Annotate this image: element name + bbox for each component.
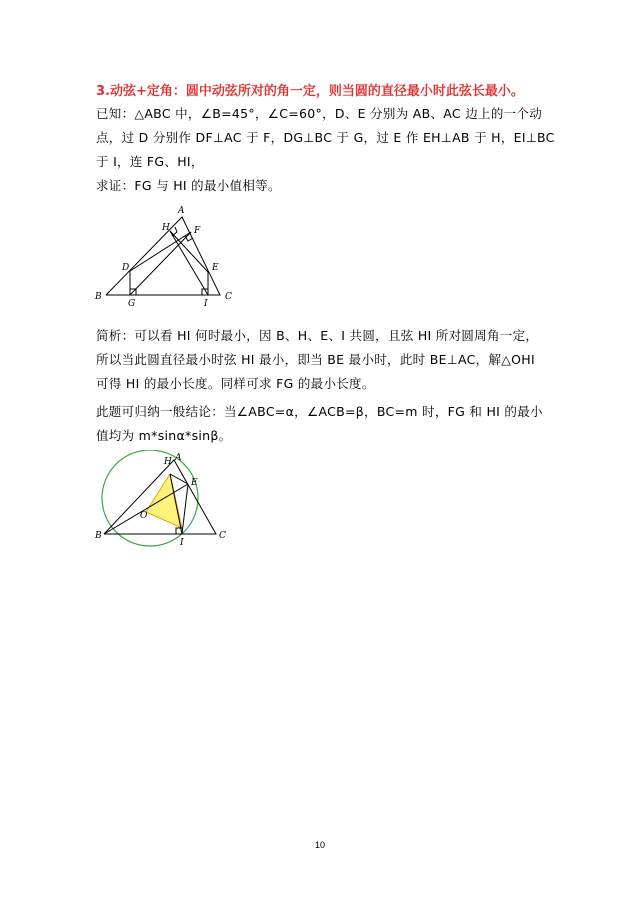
label-i-2: I — [180, 538, 184, 548]
label-b: B — [95, 292, 102, 302]
given-line-3: 于 I，连 FG、HI， — [96, 154, 204, 169]
triangle-figure-1 — [90, 200, 250, 310]
label-h-2: H — [164, 457, 172, 467]
label-b-2: B — [95, 531, 102, 541]
analysis-line-1: 简析：可以看 HI 何时最小，因 B、H、E、I 共圆，且弦 HI 所对圆周角一定， — [96, 328, 539, 343]
section-title: 3.动弦+定角：圆中动弦所对的角一定，则当圆的直径最小时此弦长最小。 — [96, 84, 524, 99]
segment-fg — [130, 232, 191, 295]
triangle-ohi-fill — [146, 474, 182, 528]
circle-figure-2 — [90, 450, 240, 555]
label-g: G — [128, 299, 136, 309]
analysis-line-3: 可得 HI 的最小长度。同样可求 FG 的最小长度。 — [96, 376, 375, 391]
label-a-2: A — [175, 453, 182, 463]
label-a: A — [178, 206, 185, 216]
label-e-2: E — [191, 478, 198, 488]
page-number: 10 — [314, 840, 325, 850]
given-line-1: 已知：△ABC 中，∠B=45°，∠C=60°，D、E 分别为 AB、AC 边上的一个动 — [96, 106, 543, 121]
label-c-2: C — [219, 531, 226, 541]
label-i: I — [204, 299, 208, 309]
conclusion-line-2: 值均为 m*sinα*sinβ。 — [96, 428, 232, 443]
segment-ei-2 — [182, 484, 188, 534]
label-c: C — [225, 292, 232, 302]
given-line-2: 点，过 D 分别作 DF⊥AC 于 F，DG⊥BC 于 G，过 E 作 EH⊥AB 于 H，EI⊥BC — [96, 130, 555, 145]
circumcircle — [102, 450, 198, 546]
label-h: H — [162, 223, 170, 233]
label-o-2: O — [140, 511, 148, 521]
conclusion-line-1: 此题可归纳一般结论：当∠ABC=α，∠ACB=β，BC=m 时，FG 和 HI 的最小 — [96, 404, 543, 419]
label-f: F — [194, 226, 201, 236]
prove-line: 求证：FG 与 HI 的最小值相等。 — [96, 178, 281, 193]
segment-eh — [170, 231, 208, 272]
label-d: D — [122, 263, 130, 273]
analysis-line-2: 所以当此圆直径最小时弦 HI 最小，即当 BE 最小时，此时 BE⊥AC，解△OHI — [96, 352, 535, 367]
label-e: E — [212, 263, 219, 273]
